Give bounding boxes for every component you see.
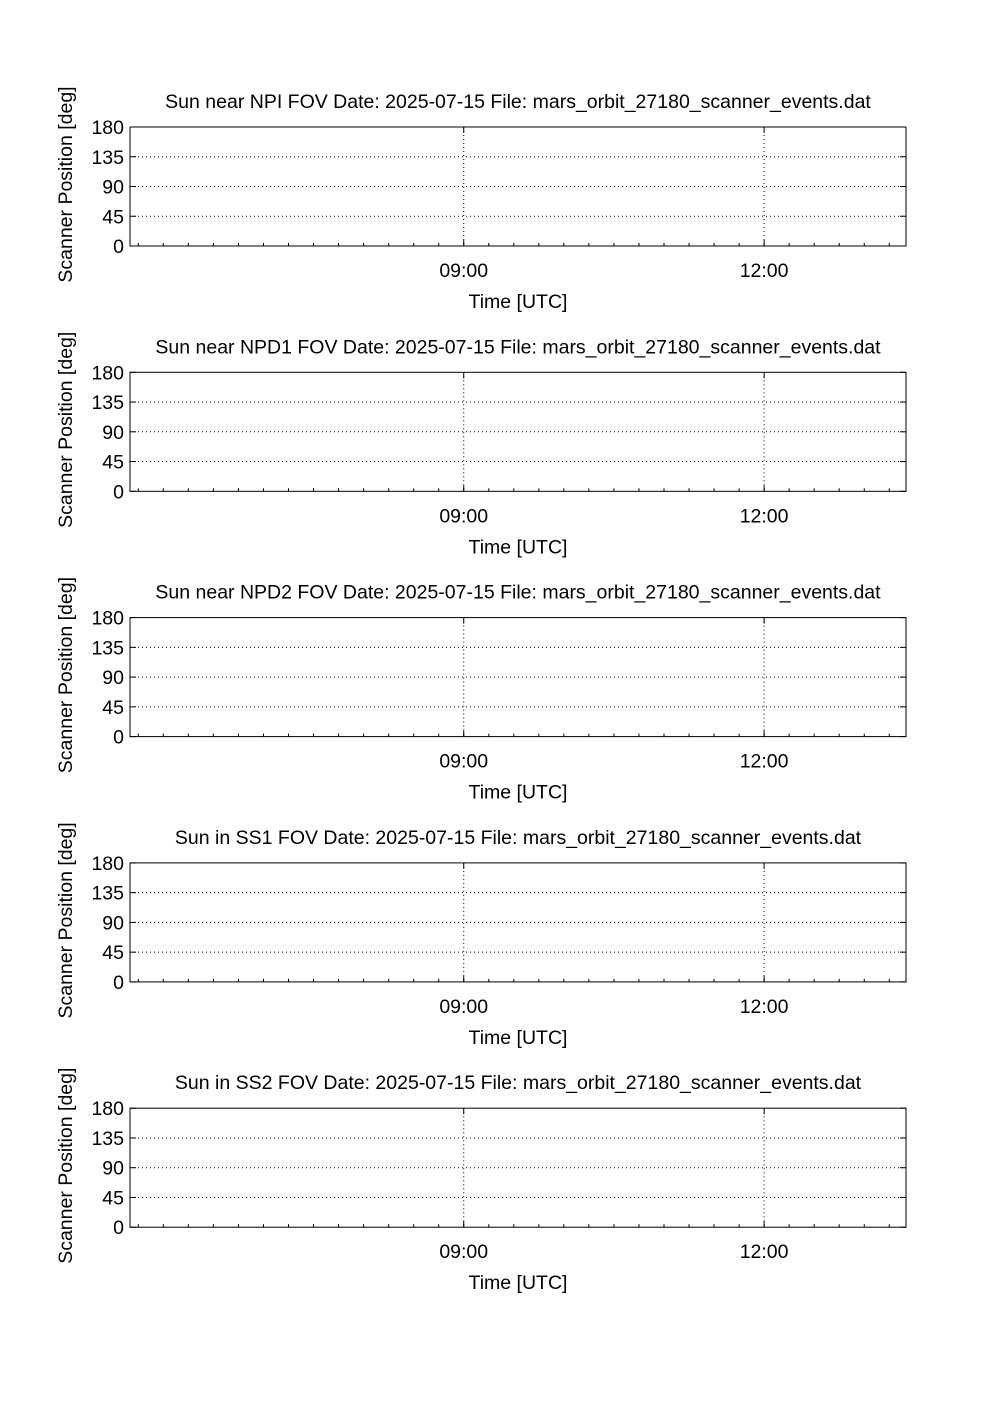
chart-title: Sun near NPD1 FOV Date: 2025-07-15 File: mars_orbit_27180_scanner_events.dat: [155, 336, 881, 359]
x-tick-label: 12:00: [739, 260, 789, 282]
chart-title: Sun near NPD2 FOV Date: 2025-07-15 File: mars_orbit_27180_scanner_events.dat: [155, 581, 881, 604]
y-tick-label: 180: [91, 1098, 124, 1121]
y-tick-label: 180: [91, 362, 124, 385]
y-tick-label: 135: [91, 1127, 124, 1150]
y-tick-label: 90: [102, 421, 124, 444]
x-tick-label: 09:00: [439, 1241, 489, 1264]
x-axis-label: Time [UTC]: [468, 1272, 568, 1295]
y-tick-label: 180: [91, 852, 124, 875]
x-axis-label: Time [UTC]: [468, 291, 568, 313]
y-tick-label: 135: [91, 637, 124, 660]
y-tick-label: 180: [91, 117, 124, 139]
chart-panel-1: [55, 86, 906, 313]
y-tick-label: 45: [102, 942, 124, 965]
x-axis-label: Time [UTC]: [468, 1026, 568, 1049]
y-tick-label: 90: [102, 912, 124, 935]
y-tick-label: 45: [102, 451, 124, 474]
chart-title: Sun near NPI FOV Date: 2025-07-15 File: mars_orbit_27180_scanner_events.dat: [165, 91, 871, 113]
y-tick-label: 135: [91, 392, 124, 415]
y-axis-label: Scanner Position [deg]: [55, 86, 77, 283]
y-tick-label: 0: [113, 1217, 124, 1240]
y-axis-label: Scanner Position [deg]: [55, 822, 77, 1019]
x-tick-label: 12:00: [739, 1241, 789, 1264]
y-axis-label: Scanner Position [deg]: [55, 576, 77, 774]
y-tick-label: 45: [102, 206, 124, 229]
chart-panel-5: [55, 1068, 906, 1295]
chart-panel-2: [55, 332, 906, 559]
x-tick-label: 09:00: [439, 505, 489, 528]
x-tick-label: 12:00: [739, 995, 789, 1018]
y-tick-label: 90: [102, 667, 124, 690]
y-tick-label: 0: [113, 236, 124, 258]
chart-panel-3: [55, 577, 906, 804]
x-tick-label: 09:00: [439, 750, 489, 773]
y-tick-label: 0: [113, 726, 124, 749]
x-tick-label: 12:00: [739, 505, 789, 528]
y-tick-label: 135: [91, 882, 124, 905]
y-tick-label: 45: [102, 696, 124, 719]
y-axis-label: Scanner Position [deg]: [55, 1067, 77, 1264]
x-axis-label: Time [UTC]: [468, 536, 568, 559]
y-tick-label: 90: [102, 176, 124, 199]
y-tick-label: 0: [113, 971, 124, 994]
y-tick-label: 135: [91, 146, 124, 169]
y-tick-label: 0: [113, 481, 124, 504]
y-tick-label: 180: [91, 607, 124, 630]
y-tick-label: 90: [102, 1157, 124, 1180]
chart-panel-4: [55, 822, 906, 1049]
x-tick-label: 12:00: [739, 750, 789, 773]
y-axis-label: Scanner Position [deg]: [55, 331, 77, 528]
chart-title: Sun in SS2 FOV Date: 2025-07-15 File: mars_orbit_27180_scanner_events.dat: [174, 1072, 862, 1095]
x-tick-label: 09:00: [439, 995, 489, 1018]
y-tick-label: 45: [102, 1187, 124, 1210]
chart-title: Sun in SS1 FOV Date: 2025-07-15 File: mars_orbit_27180_scanner_events.dat: [174, 826, 862, 849]
x-tick-label: 09:00: [439, 260, 489, 282]
x-axis-label: Time [UTC]: [468, 781, 568, 804]
